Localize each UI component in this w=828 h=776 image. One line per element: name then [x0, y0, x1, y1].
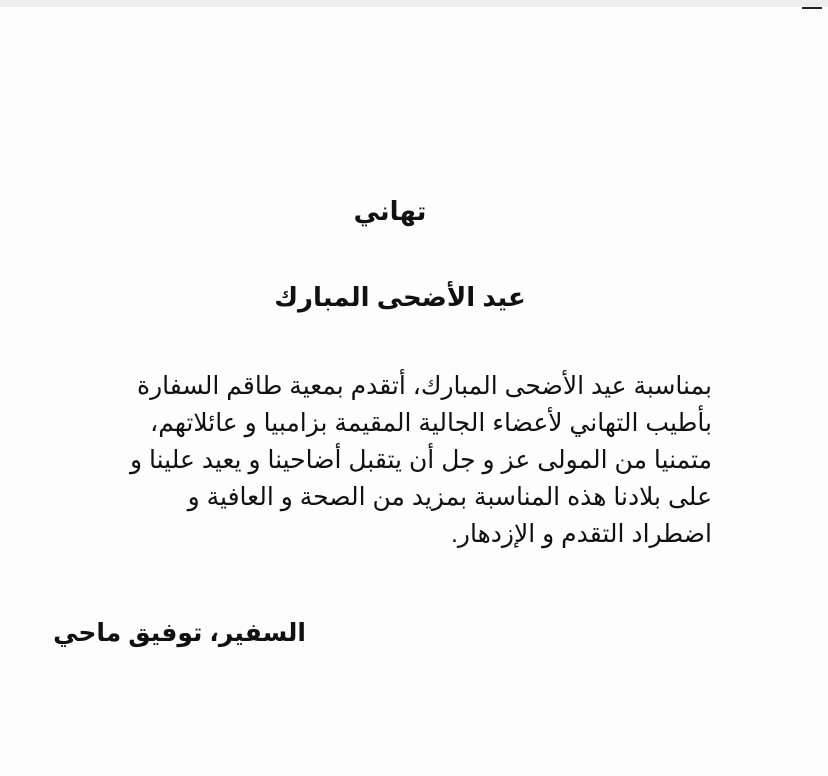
- body-line: بمناسبة عيد الأضحى المبارك، أتقدم بمعية طاقم السفارة: [137, 372, 712, 400]
- signature: السفير، توفيق ماحي: [53, 619, 306, 647]
- body-line: بأطيب التهاني لأعضاء الجالية المقيمة بزامبيا و عائلاتهم،: [150, 409, 712, 437]
- letter-title: تهاني: [353, 196, 427, 226]
- scan-top-edge: [0, 0, 828, 7]
- scan-corner-mark: [802, 7, 822, 9]
- body-line: متمنيا من المولى عز و جل أن يتقبل أضاحينا و يعيد علينا و: [129, 446, 712, 474]
- occasion-heading: عيد الأضحى المبارك: [274, 282, 526, 312]
- body-line: اضطراد التقدم و الإزدهار.: [450, 520, 712, 548]
- letter-body: [90, 368, 712, 553]
- body-line: على بلادنا هذه المناسبة بمزيد من الصحة و العافية و: [187, 483, 712, 511]
